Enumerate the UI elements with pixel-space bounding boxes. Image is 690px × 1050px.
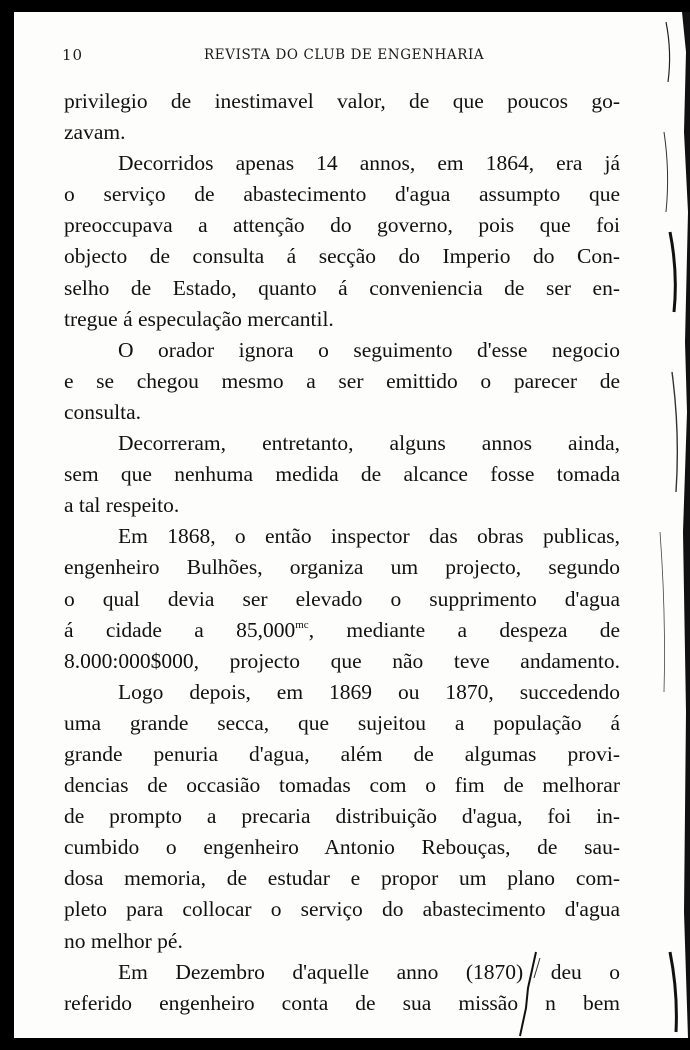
text-line: e se chegou mesmo a ser emittido o parecer de bbox=[64, 368, 620, 393]
text-line: sem que nenhuma medida de alcance fosse tomada bbox=[64, 462, 620, 487]
text-line: de prompto a precaria distribuição d'agua, foi in- bbox=[64, 804, 620, 829]
text-line: consulta. bbox=[64, 399, 142, 424]
text-line: grande penuria d'agua, além de algumas provi- bbox=[64, 741, 620, 766]
book-page bbox=[14, 12, 690, 1038]
text-line: zavam. bbox=[64, 120, 126, 145]
text-line: pleto para collocar o serviço do abastecimento d'agua bbox=[64, 897, 620, 922]
text-line: Decorridos apenas 14 annos, em 1864, era já bbox=[118, 151, 620, 176]
text-segment: , mediante a despeza de bbox=[308, 617, 620, 642]
text-line: cumbido o engenheiro Antonio Rebouças, de sau- bbox=[64, 835, 620, 860]
text-line: a tal respeito. bbox=[64, 493, 180, 518]
running-header bbox=[62, 46, 622, 68]
text-line: dosa memoria, de estudar e propor um plano com- bbox=[64, 866, 620, 891]
body-text bbox=[64, 86, 620, 1019]
text-line: Logo depois, em 1869 ou 1870, succedendo bbox=[118, 679, 620, 704]
text-line: tregue á especulação mercantil. bbox=[64, 306, 334, 331]
text-line: dencias de occasião tomadas com o fim de melhorar bbox=[64, 773, 620, 798]
text-line: o serviço de abastecimento d'agua assumpto que bbox=[64, 182, 620, 207]
text-line: Em Dezembro d'aquelle anno (1870) deu o bbox=[118, 959, 620, 984]
text-line: O orador ignora o seguimento d'esse negocio bbox=[118, 337, 620, 362]
text-line: o qual devia ser elevado o supprimento d'agua bbox=[64, 586, 620, 611]
text-line: 8.000:000$000, projecto que não teve andamento. bbox=[64, 648, 620, 673]
running-title: REVISTA DO CLUB DE ENGENHARIA bbox=[204, 47, 485, 63]
page-edge-shadow bbox=[630, 12, 690, 1038]
text-line: referido engenheiro conta de sua missão n bem bbox=[64, 990, 620, 1015]
text-line: no melhor pé. bbox=[64, 928, 183, 953]
text-line: objecto de consulta á secção do Imperio do Con- bbox=[64, 244, 620, 269]
unit-superscript: mc bbox=[295, 618, 309, 631]
page-number: 10 bbox=[62, 46, 84, 64]
text-line: Em 1868, o então inspector das obras publicas, bbox=[118, 524, 620, 549]
page-fold-mark bbox=[462, 948, 552, 1038]
text-line: selho de Estado, quanto á conveniencia de ser en- bbox=[64, 275, 620, 300]
text-line: uma grande secca, que sujeitou a população á bbox=[64, 710, 620, 735]
text-line bbox=[64, 615, 620, 646]
text-line: preoccupava a attenção do governo, pois que foi bbox=[64, 213, 620, 238]
text-line: Decorreram, entretanto, alguns annos ainda, bbox=[118, 431, 620, 456]
text-line: privilegio de inestimavel valor, de que poucos go- bbox=[64, 89, 620, 113]
text-line: engenheiro Bulhões, organiza um projecto, segundo bbox=[64, 555, 620, 580]
text-segment: á cidade a 85,000 bbox=[64, 617, 296, 642]
